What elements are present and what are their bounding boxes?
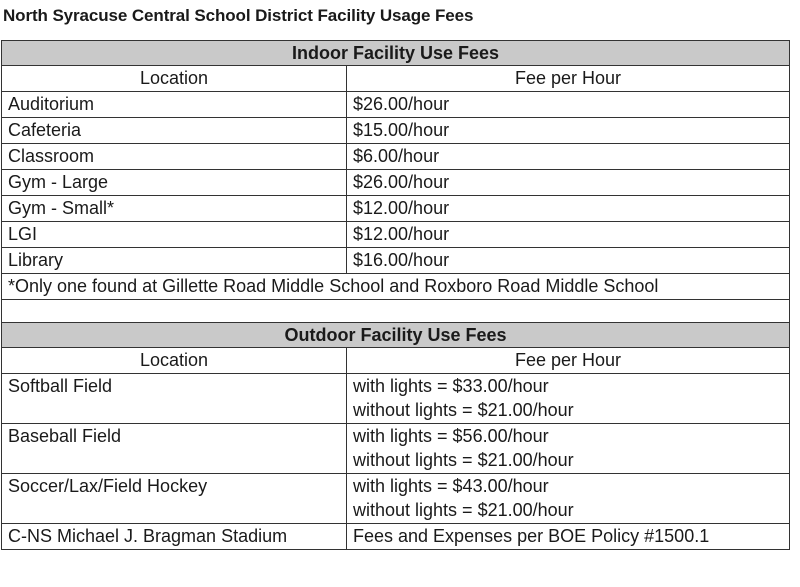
- indoor-note-row: [2, 274, 790, 300]
- fee-cell: $12.00/hour: [347, 222, 790, 248]
- table-row: [2, 222, 790, 248]
- fee-with-lights: with lights = $33.00/hour: [353, 376, 549, 396]
- location-cell: Auditorium: [2, 92, 347, 118]
- outdoor-column-header-row: [2, 348, 790, 374]
- location-cell: C-NS Michael J. Bragman Stadium: [2, 524, 347, 550]
- indoor-fee-header: Fee per Hour: [347, 66, 790, 92]
- fee-cell: Fees and Expenses per BOE Policy #1500.1: [347, 524, 790, 550]
- indoor-section-header: Indoor Facility Use Fees: [2, 41, 790, 66]
- table-row: [2, 524, 790, 550]
- indoor-section-header-row: [2, 41, 790, 66]
- table-row: [2, 144, 790, 170]
- fee-without-lights: without lights = $21.00/hour: [353, 450, 574, 470]
- document-title: North Syracuse Central School District Facility Usage Fees: [3, 6, 474, 25]
- facility-fees-table: [1, 40, 790, 550]
- outdoor-location-header: Location: [2, 348, 347, 374]
- location-cell: Soccer/Lax/Field Hockey: [2, 474, 347, 524]
- outdoor-section-header-row: [2, 323, 790, 348]
- fee-cell: $15.00/hour: [347, 118, 790, 144]
- table-row: [2, 374, 790, 424]
- section-spacer: [2, 300, 790, 323]
- indoor-footnote: *Only one found at Gillette Road Middle School and Roxboro Road Middle School: [2, 274, 790, 300]
- section-spacer-row: [2, 300, 790, 323]
- fee-cell: $16.00/hour: [347, 248, 790, 274]
- location-cell: LGI: [2, 222, 347, 248]
- indoor-location-header: Location: [2, 66, 347, 92]
- location-cell: Classroom: [2, 144, 347, 170]
- indoor-column-header-row: [2, 66, 790, 92]
- outdoor-section-header: Outdoor Facility Use Fees: [2, 323, 790, 348]
- table-row: [2, 196, 790, 222]
- table-row: [2, 170, 790, 196]
- fee-cell: $12.00/hour: [347, 196, 790, 222]
- location-cell: Softball Field: [2, 374, 347, 424]
- fee-cell: $26.00/hour: [347, 170, 790, 196]
- fee-with-lights: with lights = $43.00/hour: [353, 476, 549, 496]
- table-row: [2, 474, 790, 524]
- table-row: [2, 92, 790, 118]
- fee-with-lights: with lights = $56.00/hour: [353, 426, 549, 446]
- fee-cell: [347, 374, 790, 424]
- fee-cell: [347, 474, 790, 524]
- location-cell: Baseball Field: [2, 424, 347, 474]
- location-cell: Gym - Large: [2, 170, 347, 196]
- table-row: [2, 118, 790, 144]
- fee-without-lights: without lights = $21.00/hour: [353, 500, 574, 520]
- table-row: [2, 248, 790, 274]
- location-cell: Cafeteria: [2, 118, 347, 144]
- fee-cell: [347, 424, 790, 474]
- table-row: [2, 424, 790, 474]
- location-cell: Gym - Small*: [2, 196, 347, 222]
- fee-cell: $6.00/hour: [347, 144, 790, 170]
- location-cell: Library: [2, 248, 347, 274]
- fee-without-lights: without lights = $21.00/hour: [353, 400, 574, 420]
- outdoor-fee-header: Fee per Hour: [347, 348, 790, 374]
- fee-cell: $26.00/hour: [347, 92, 790, 118]
